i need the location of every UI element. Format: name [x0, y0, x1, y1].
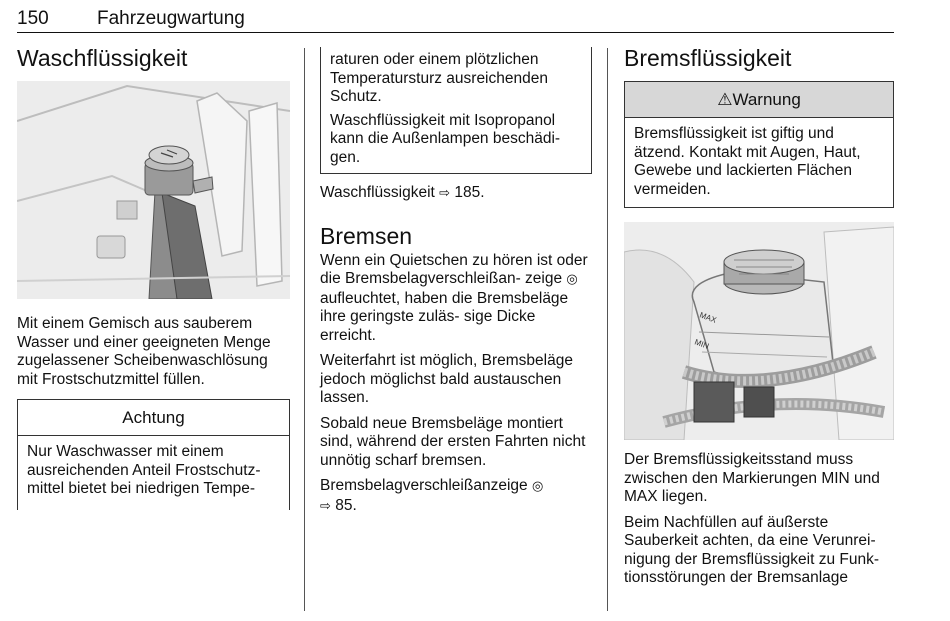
brakes-text-1: Wenn ein Quietschen zu hören ist oder die Bremsbelagverschleißan- zeige ◎ aufleuchtet, haben die Bremsbeläge ihre geringste zuläs- sige Dicke erreicht.	[320, 251, 588, 344]
brake-wear-indicator-icon: ◎	[566, 272, 578, 287]
image-label-min: MIN	[693, 337, 711, 351]
page-ref[interactable]: 85.	[335, 496, 357, 514]
brakes-text-4: Bremsbelagverschleißanzeige ◎ ⇨ 85.	[320, 477, 544, 514]
image-label-max: MAX	[698, 310, 718, 325]
page-ref-arrow-icon: ⇨	[320, 498, 331, 514]
column-divider-2	[607, 48, 608, 611]
page-header	[17, 6, 245, 32]
caution-cont-text-1: raturen oder einem plötzlichen Temperatursturz ausreichenden Schutz.	[330, 51, 548, 105]
caution-title: Achtung	[18, 400, 289, 436]
brakes-text-2: Weiterfahrt ist möglich, Bremsbeläge jedoch möglichst bald austauschen lassen.	[320, 352, 573, 406]
column-2	[320, 44, 592, 523]
warning-box	[624, 81, 894, 208]
warning-title: ⚠Warnung	[625, 82, 893, 118]
washer-fluid-text: Mit einem Gemisch aus sauberem Wasser und einer geeigneten Menge zugelassener Scheibenwaschlösung mit Frostschutzmittel füllen.	[17, 315, 271, 388]
section-title-brake-fluid: Bremsflüssigkeit	[624, 45, 792, 71]
page-number: 150	[17, 8, 49, 29]
brake-wear-indicator-icon: ◎	[531, 479, 544, 494]
page-ref[interactable]: 185.	[454, 184, 485, 201]
column-3	[624, 44, 894, 595]
chapter-title: Fahrzeugwartung	[97, 8, 245, 29]
washer-reservoir-drawing	[17, 81, 290, 299]
caution-box	[17, 399, 290, 510]
brakes-text-3: Sobald neue Bremsbeläge montiert sind, während der ersten Fahrten nicht unnötig scharf bremsen.	[320, 414, 586, 469]
caution-text: Nur Waschwasser mit einem ausreichenden Anteil Frostschutz- mittel bietet bei niedrigen Tempe-	[27, 443, 261, 497]
column-divider-1	[304, 48, 305, 611]
washer-fluid-reference: Waschflüssigkeit ⇨ 185.	[320, 184, 485, 201]
brake-fluid-level-text: Der Bremsflüssigkeitsstand muss zwischen den Markierungen MIN und MAX liegen.	[624, 451, 880, 505]
caution-cont-text-2: Waschflüssigkeit mit Isopropanol kann die Außenlampen beschädi- gen.	[330, 111, 561, 166]
column-1	[17, 44, 290, 510]
warning-icon: ⚠	[717, 90, 733, 109]
caution-box-continued	[320, 47, 592, 174]
washer-reservoir-illustration	[17, 81, 290, 299]
brake-fluid-refill-text: Beim Nachfüllen auf äußerste Sauberkeit achten, da eine Verunrei- nigung der Bremsflüssigkeit zu Funk- tionsstörungen der Bremsanlage	[624, 513, 880, 586]
max-label: MAX	[624, 488, 658, 505]
header-rule	[17, 32, 894, 33]
section-title-washer-fluid: Waschflüssigkeit	[17, 45, 188, 71]
warning-text: Bremsflüssigkeit ist giftig und ätzend. Kontakt mit Augen, Haut, Gewebe und lackierten Flächen vermeiden.	[634, 125, 861, 198]
page-ref-arrow-icon: ⇨	[439, 186, 451, 201]
brake-fluid-reservoir-illustration	[624, 222, 894, 440]
section-title-brakes: Bremsen	[320, 222, 413, 249]
brake-fluid-reservoir-drawing	[624, 222, 894, 440]
min-label: MIN	[821, 469, 850, 487]
